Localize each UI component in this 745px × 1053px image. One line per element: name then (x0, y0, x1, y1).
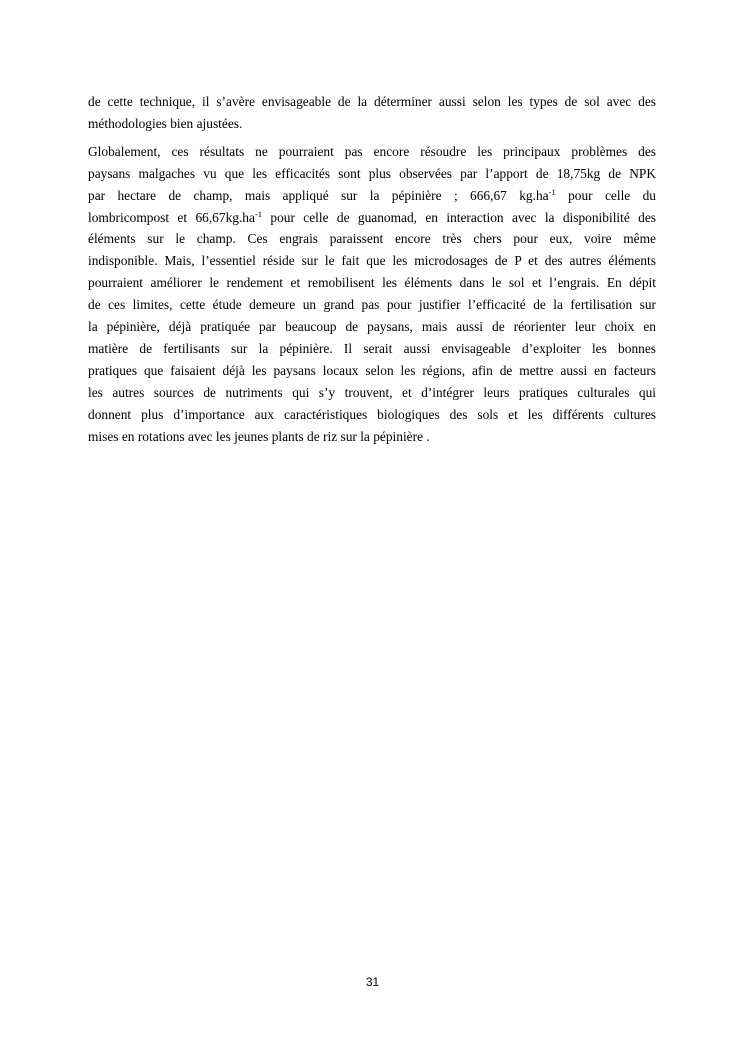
text-segment: pour celle de guanomad, en interaction avec la disponibilité des (262, 209, 656, 225)
text-line (88, 272, 656, 294)
text-line (88, 207, 656, 229)
text-segment: de cette technique, il s’avère envisageable de la déterminer aussi selon les types de sol avec des (88, 94, 656, 109)
text-line (88, 113, 656, 135)
text-line (88, 228, 656, 250)
page-number: 31 (365, 975, 380, 989)
text-segment: pour celle du (555, 187, 657, 203)
paragraph-2 (88, 141, 656, 448)
text-segment: de ces limites, cette étude demeure un grand pas pour justifier l’efficacité de la fertilisation sur (88, 297, 656, 313)
superscript-exponent: -1 (548, 186, 556, 197)
text-line (88, 360, 656, 382)
text-segment: mises en rotations avec les jeunes plants de riz sur la pépinière . (88, 428, 430, 444)
text-line (88, 316, 656, 338)
text-segment: méthodologies bien ajustées. (88, 115, 243, 131)
text-segment: la pépinière, déjà pratiquée par beaucoup de paysans, mais aussi de réorienter leur choix en (88, 319, 656, 335)
text-line (88, 404, 656, 426)
text-line (88, 294, 656, 316)
text-segment: matière de fertilisants sur la pépinière. Il serait aussi envisageable d’exploiter les bonnes (88, 340, 656, 356)
text-line (88, 141, 656, 163)
text-line (88, 382, 656, 404)
text-segment: donnent plus d’importance aux caractéristiques biologiques des sols et les différents cultures (88, 406, 656, 422)
text-line (88, 185, 656, 207)
text-line (88, 163, 656, 185)
superscript-exponent: -1 (254, 208, 263, 219)
text-segment: paysans malgaches vu que les efficacités sont plus observées par l’apport de 18,75kg de NPK (88, 165, 656, 181)
text-segment: pratiques que faisaient déjà les paysans locaux selon les régions, afin de mettre aussi en facteurs (88, 362, 656, 378)
text-line (88, 338, 656, 360)
text-line (88, 426, 656, 448)
body-text (88, 91, 656, 448)
text-segment: éléments sur le champ. Ces engrais paraissent encore très chers pour eux, voire même (88, 231, 656, 247)
text-segment: indisponible. Mais, l’essentiel réside sur le fait que les microdosages de P et des autres éléments (88, 253, 656, 269)
text-line (88, 250, 656, 272)
text-segment: Globalement, ces résultats ne pourraient pas encore résoudre les principaux problèmes des (88, 143, 656, 159)
paragraph-1 (88, 91, 656, 135)
text-segment: les autres sources de nutriments qui s’y trouvent, et d’intégrer leurs pratiques culturales qui (88, 384, 656, 400)
text-segment: lombricompost et 66,67kg.ha (88, 209, 255, 225)
text-segment: pourraient améliorer le rendement et remobilisent les éléments dans le sol et l’engrais. En dépit (88, 275, 656, 291)
text-segment: par hectare de champ, mais appliqué sur la pépinière ; 666,67 kg.ha (88, 187, 549, 203)
text-line (88, 91, 656, 113)
